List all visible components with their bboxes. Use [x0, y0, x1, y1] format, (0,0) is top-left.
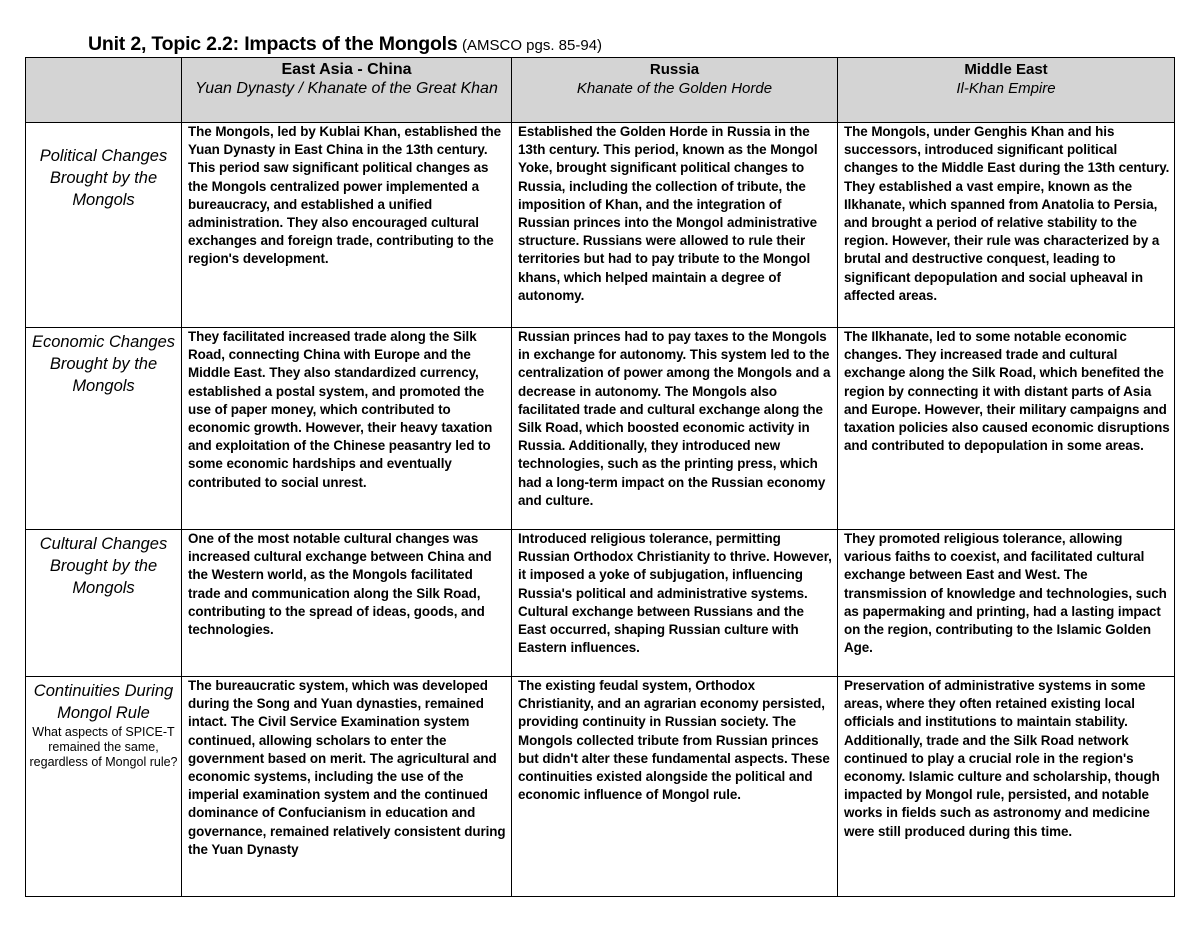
table-row-political [26, 123, 1175, 328]
cell-china-economic: They facilitated increased trade along the Silk Road, connecting China with Europe and the Middle East. They also standardized currency, established a postal system, and promoted the use of paper money, which contributed to economic growth. However, their heavy taxation and exploitation of the Chinese peasantry led to some economic hardships and eventually contributed to social unrest. [182, 328, 512, 530]
comparison-table [25, 57, 1175, 897]
cell-russia-cultural: Introduced religious tolerance, permitting Russian Orthodox Christianity to thrive. However, it imposed a yoke of subjugation, influencing Russia's political and administrative systems. Cultural exchange between Russians and the East occurred, shaping Russian culture with Eastern influences. [512, 530, 838, 677]
cell-china-continuities: The bureaucratic system, which was developed during the Song and Yuan dynasties, remained intact. The Civil Service Examination system continued, allowing scholars to enter the government based on merit. The agricultural and economic systems, including the use of the imperial examination system and the continued dominance of Confucianism in education and governance, remained relatively consistent during the Yuan Dynasty [182, 677, 512, 897]
row-header-continuities [26, 677, 182, 897]
cell-russia-economic: Russian princes had to pay taxes to the Mongols in exchange for autonomy. This system led to the centralization of power among the Mongols and a decrease in autonomy. The Mongols also facilitated trade and cultural exchange along the Silk Road, which boosted economic activity in Russia. Additionally, they introduced new technologies, such as the printing press, which had a long-term impact on the Russian economy and culture. [512, 328, 838, 530]
title-source: (AMSCO pgs. 85-94) [462, 37, 603, 54]
cell-russia-political: Established the Golden Horde in Russia in the 13th century. This period, known as the Mongol Yoke, brought significant political changes to Russia, including the collection of tribute, the imposition of Khan, and the integration of Russian princes into the Mongol administrative structure. Russians were allowed to rule their territories but had to pay tribute to the Mongol khans, which helped maintain a degree of autonomy. [512, 123, 838, 328]
cell-middle-east-political: The Mongols, under Genghis Khan and his successors, introduced significant political changes to the Middle East during the 13th century. They established a vast empire, known as the Ilkhanate, which spanned from Anatolia to Persia, and brought a period of relative stability to the region. However, their rule was characterized by a brutal and destructive conquest, leading to significant depopulation and social upheaval in affected areas. [838, 123, 1175, 328]
column-subtitle: Il-Khan Empire [956, 80, 1056, 97]
page-title [88, 33, 602, 56]
cell-middle-east-economic: The Ilkhanate, led to some notable economic changes. They increased trade and cultural exchange along the Silk Road, which benefited the region by connecting it with distant parts of Asia and Europe. However, their military campaigns and taxation policies also caused economic disruptions and contributed to depopulation in some areas. [838, 328, 1175, 530]
table-row-economic [26, 328, 1175, 530]
row-label: Continuities During Mongol Rule [33, 682, 174, 722]
column-header-russia [512, 58, 838, 123]
cell-middle-east-continuities: Preservation of administrative systems in some areas, where they often retained existing local officials and institutions to maintain stability. Additionally, trade and the Silk Road network continued to play a crucial role in the region's economy. Islamic culture and scholarship, though impacted by Mongol rule, persisted, and notable works in fields such as astronomy and medicine were still produced during this time. [838, 677, 1175, 897]
row-header-economic [26, 328, 182, 530]
cell-china-cultural: One of the most notable cultural changes was increased cultural exchange between China and the Western world, as the Mongols facilitated trade and communication along the Silk Road, contributing to the spread of ideas, goods, and technologies. [182, 530, 512, 677]
row-note: What aspects of SPICE-T remained the same, regardless of Mongol rule? [29, 725, 178, 769]
column-region: Middle East [964, 61, 1048, 78]
column-region: Russia [649, 61, 700, 78]
corner-cell [26, 58, 182, 123]
column-subtitle: Khanate of the Golden Horde [576, 80, 773, 97]
table-row-continuities [26, 677, 1175, 897]
header-row [26, 58, 1175, 123]
row-label: Political Changes Brought by the Mongols [39, 147, 168, 209]
title-main: Unit 2, Topic 2.2: Impacts of the Mongols [88, 33, 458, 55]
row-header-cultural [26, 530, 182, 677]
row-label: Cultural Changes Brought by the Mongols [39, 535, 168, 597]
row-label: Economic Changes Brought by the Mongols [31, 333, 176, 395]
cell-middle-east-cultural: They promoted religious tolerance, allowing various faiths to coexist, and facilitated cultural exchange between East and West. The transmission of knowledge and technologies, such as papermaking and printing, had a lasting impact on the region, contributing to the Islamic Golden Age. [838, 530, 1175, 677]
column-header-middle-east [838, 58, 1175, 123]
cell-china-political: The Mongols, led by Kublai Khan, established the Yuan Dynasty in East China in the 13th century. This period saw significant political changes as the Mongols centralized power implemented a bureaucracy, and established a unified administration. They also encouraged cultural exchanges and foreign trade, contributing to the region's development. [182, 123, 512, 328]
row-header-political [26, 123, 182, 328]
column-header-china [182, 58, 512, 123]
table-row-cultural [26, 530, 1175, 677]
cell-russia-continuities: The existing feudal system, Orthodox Christianity, and an agrarian economy persisted, providing continuity in Russian society. The Mongols collected tribute from Russian princes but didn't alter these fundamental aspects. These continuities existed alongside the political and economic influence of Mongol rule. [512, 677, 838, 897]
column-region: East Asia - China [281, 61, 412, 78]
column-subtitle: Yuan Dynasty / Khanate of the Great Khan [195, 80, 498, 97]
